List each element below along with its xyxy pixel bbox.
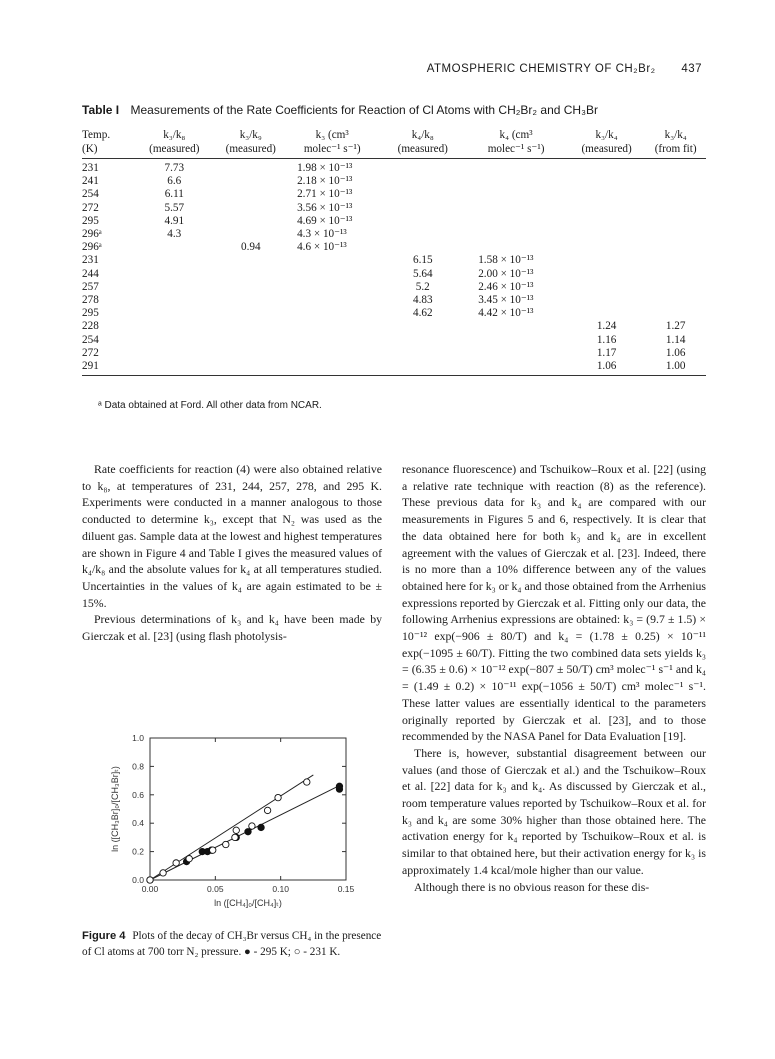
table-cell <box>218 188 283 201</box>
table-cell <box>568 254 645 267</box>
table-cell <box>381 241 464 254</box>
data-point-231k <box>173 860 179 866</box>
table-cell: 1.14 <box>665 333 686 346</box>
table-cell <box>283 268 381 281</box>
table-cell <box>645 294 706 307</box>
header-cell: k₃/k₄ <box>664 129 687 141</box>
table-cell <box>130 320 218 333</box>
table-cell: 0.94 <box>240 241 261 254</box>
data-point-231k <box>210 847 216 853</box>
table-cell: 278 <box>82 294 99 307</box>
table-cell <box>130 334 218 347</box>
table-cell <box>381 202 464 215</box>
figure-caption <box>82 928 382 960</box>
x-tick-label: 0.10 <box>272 884 289 894</box>
table-cell: 4.3 <box>167 228 182 241</box>
table-cell <box>283 334 381 347</box>
table-cell: 254 <box>82 188 99 201</box>
y-tick-label: 0.6 <box>132 789 144 800</box>
figure-4 <box>88 730 378 910</box>
table-cell <box>464 188 568 201</box>
table-caption <box>82 103 598 117</box>
table-cell <box>283 254 381 267</box>
running-title: ATMOSPHERIC CHEMISTRY OF CH₂Br₂ <box>426 63 656 75</box>
table-cell <box>568 281 645 294</box>
table-cell: 2.71 × 10⁻¹³ <box>297 188 353 201</box>
table-cell: 272 <box>82 346 99 359</box>
table-cell: 1.98 × 10⁻¹³ <box>297 162 353 174</box>
table-cell <box>283 307 381 320</box>
header-cell: k₃/k₉ <box>239 129 262 141</box>
table-cell: 254 <box>82 333 99 346</box>
table-cell <box>218 334 283 347</box>
table-cell: 4.42 × 10⁻¹³ <box>478 307 534 320</box>
table-header-row-top <box>82 125 706 142</box>
paragraph: Although there is no obvious reason for these dis- <box>414 879 650 894</box>
table-cell <box>645 188 706 201</box>
header-cell: k₃/k₈ <box>163 129 186 141</box>
table-row <box>82 360 706 376</box>
table-cell: 4.83 <box>412 294 433 307</box>
table-cell: 4.62 <box>412 307 433 320</box>
header-cell: (measured) <box>568 142 645 159</box>
table-cell: 4.69 × 10⁻¹³ <box>297 214 353 227</box>
table-cell <box>130 360 218 376</box>
rate-coefficient-table <box>82 125 706 376</box>
table-cell <box>381 320 464 333</box>
table-cell <box>464 159 568 176</box>
table-cell: 6.15 <box>412 254 433 267</box>
header-cell: (measured) <box>381 142 464 159</box>
table-cell <box>130 347 218 360</box>
table-cell <box>645 215 706 228</box>
left-column <box>82 461 382 645</box>
table-cell: 5.57 <box>164 201 185 214</box>
table-row <box>82 188 706 201</box>
table-cell <box>381 334 464 347</box>
table-cell <box>645 175 706 188</box>
table-cell <box>568 228 645 241</box>
header-cell: (K) <box>82 142 130 159</box>
data-point-231k <box>264 807 270 813</box>
table-row <box>82 228 706 241</box>
table-cell <box>464 228 568 241</box>
table-cell <box>645 159 706 176</box>
table-cell: 2.00 × 10⁻¹³ <box>478 267 534 280</box>
table-cell <box>283 294 381 307</box>
table-cell <box>218 228 283 241</box>
paragraph: Rate coefficients for reaction (4) were also obtained relative to k₈, at temperatures of 231, 244, 257, 278, and 295 K. Experiments were conducted in a manner analogous to those conducted to determine k₃, except that N₂ was used as the diluent gas. Sample data at the lowest and highest temperatures are shown in Figure 4 and Table I gives the measured values of k₄/k₈ and the absolute values for k₄ at all temperatures studied. Uncertainties in the values of k₄ are again estimated to be ± 15%. <box>82 462 382 610</box>
y-tick-label: 0.4 <box>132 818 144 829</box>
table-cell <box>568 268 645 281</box>
table-cell <box>130 307 218 320</box>
table-row <box>82 159 706 176</box>
table-row <box>82 307 706 320</box>
data-point-231k <box>223 841 229 847</box>
table-cell <box>568 159 645 176</box>
table-cell <box>218 268 283 281</box>
table-cell <box>645 281 706 294</box>
table-row <box>82 347 706 360</box>
table-cell <box>283 281 381 294</box>
table-cell: 2.18 × 10⁻¹³ <box>297 175 353 188</box>
table-cell: 295 <box>82 307 99 320</box>
data-point-231k <box>233 827 239 833</box>
table-cell <box>464 215 568 228</box>
table-cell <box>568 294 645 307</box>
table-cell <box>568 202 645 215</box>
table-cell: 4.6 × 10⁻¹³ <box>297 241 347 254</box>
data-point-231k <box>249 823 255 829</box>
header-cell: k₃/k₄ <box>595 129 618 141</box>
table-cell <box>283 360 381 376</box>
table-cell <box>645 202 706 215</box>
table-row <box>82 215 706 228</box>
table-cell <box>381 228 464 241</box>
paragraph: There is, however, substantial disagreement between our values (and those of Gierczak et al.) and the Tschuikow–Roux et al. [22] data for k₃ and k₄. As discussed by Gierczak et al., room temperature values reported by Tschuikow–Roux et al. for k₃ and k₄ are some 30% higher than those obtained here. The activation energy for k₄ reported by Tschuikow–Roux et al. is similar to that obtained here, but their activation energy for k₃ is approximately 1.4 kcal/mole higher than our value. <box>402 745 706 877</box>
data-point-231k <box>275 794 281 800</box>
table-cell <box>283 320 381 333</box>
table-cell: 3.45 × 10⁻¹³ <box>478 294 534 307</box>
table-cell: 3.56 × 10⁻¹³ <box>297 201 353 214</box>
table-row <box>82 175 706 188</box>
header-cell: k₄/k₈ <box>411 129 434 141</box>
table-cell <box>464 175 568 188</box>
table-row <box>82 320 706 333</box>
table-row <box>82 202 706 215</box>
table-cell: 6.11 <box>164 188 184 201</box>
table-cell <box>568 188 645 201</box>
table-header-row-bottom <box>82 142 706 159</box>
table-cell <box>130 281 218 294</box>
table-cell: 1.06 <box>568 360 645 376</box>
table-cell: 241 <box>82 175 99 188</box>
table-cell: 295 <box>82 214 99 227</box>
table-row <box>82 241 706 254</box>
table-cell <box>464 334 568 347</box>
x-axis-label: ln ([CH₄]₀/[CH₄]ₜ) <box>214 898 282 908</box>
table-cell <box>568 215 645 228</box>
table-cell: 5.2 <box>415 280 430 293</box>
x-tick-label: 0.05 <box>207 884 224 894</box>
table-cell <box>568 241 645 254</box>
table-cell <box>464 360 568 376</box>
running-header <box>0 63 702 75</box>
paragraph: resonance fluorescence) and Tschuikow–Roux et al. [22] (using a relative rate technique with reaction (8) as the reference). These previous data for k₃ and k₄ are compared with our measurements in Figures 5 and 6, respectively. It is clear that the data obtained here for both k₃ and k₄ are in excellent agreement with the values of Gierczak et al. [23]. Indeed, there is no more than a 10% difference between any of the values obtained here for k₃ or k₄ and those obtained from the Arrhenius expressions reported by Gierczak et al. Fitting only our data, the following Arrhenius expressions are obtained: k₃ = (9.7 ± 1.5) × 10⁻¹² exp(−906 ± 80/T) and k₄ = (1.78 ± 0.25) × 10⁻¹¹ exp(−1095 ± 60/T). Fitting the two combined data sets yields k₃ = (6.35 ± 0.6) × 10⁻¹² exp(−807 ± 50/T) cm³ molec⁻¹ s⁻¹ and k₄ = (1.49 ± 0.2) × 10⁻¹¹ exp(−1056 ± 50/T) cm³ molec⁻¹ s⁻¹. These latter values are essentially identical to the parameters originally reported by Gierczak et al. [23], and to those recommended by the NASA Panel for Data Evaluation [19]. <box>402 462 706 744</box>
table-cell <box>381 175 464 188</box>
header-cell: Temp. <box>82 129 111 141</box>
table-cell: 291 <box>82 360 130 376</box>
data-point-231k <box>232 834 238 840</box>
table-cell: 1.16 <box>596 333 617 346</box>
table-cell <box>218 175 283 188</box>
table-row <box>82 294 706 307</box>
table-cell: 1.24 <box>596 320 617 333</box>
x-tick-label: 0.00 <box>141 884 159 894</box>
table-cell <box>568 307 645 320</box>
data-point-295k <box>258 824 264 830</box>
table-cell <box>218 307 283 320</box>
table-cell <box>568 175 645 188</box>
data-point-231k <box>147 877 153 883</box>
x-tick-label: 0.15 <box>337 884 355 894</box>
table-caption-text: Measurements of the Rate Coefficients for Reaction of Cl Atoms with CH₂Br₂ and CH₃Br <box>130 103 598 117</box>
header-cell: (measured) <box>218 142 283 159</box>
table-cell <box>381 215 464 228</box>
table-cell <box>283 347 381 360</box>
paragraph: Previous determinations of k₃ and k₄ have been made by Gierczak et al. [23] (using flash photolysis- <box>82 612 382 644</box>
table-cell: 2.46 × 10⁻¹³ <box>478 280 534 293</box>
table-cell <box>645 268 706 281</box>
header-cell: (from fit) <box>645 142 706 159</box>
table-footnote: ᵃ Data obtained at Ford. All other data from NCAR. <box>98 400 322 411</box>
table-cell: 1.27 <box>665 320 686 333</box>
table-cell <box>218 202 283 215</box>
table-cell <box>645 241 706 254</box>
table-cell: 5.64 <box>412 267 433 280</box>
page-number: 437 <box>681 63 702 75</box>
table-body <box>82 159 706 376</box>
figure-caption-text: Plots of the decay of CH₃Br versus CH₄ in the presence of Cl atoms at 700 torr N₂ pressure. ● - 295 K; ○ - 231 K. <box>82 930 382 958</box>
table-row <box>82 281 706 294</box>
table-cell <box>218 320 283 333</box>
table-cell: 231 <box>82 162 99 174</box>
table-cell <box>464 347 568 360</box>
data-point-231k <box>186 856 192 862</box>
table-cell: 296ᵃ <box>82 228 102 241</box>
table-cell <box>130 241 218 254</box>
header-cell: (measured) <box>130 142 218 159</box>
table-cell <box>464 320 568 333</box>
data-point-231k <box>304 779 310 785</box>
table-cell: 296ᵃ <box>82 241 102 254</box>
table-caption-label: Table I <box>82 103 120 117</box>
table-cell: 272 <box>82 201 99 214</box>
table-cell <box>381 360 464 376</box>
header-cell: k₃ (cm³ <box>315 129 349 141</box>
table-cell <box>218 159 283 176</box>
table-cell <box>218 215 283 228</box>
table-cell <box>218 294 283 307</box>
table-cell: 1.06 <box>665 346 686 359</box>
table-cell: 4.3 × 10⁻¹³ <box>297 228 347 241</box>
plot-frame <box>150 738 346 880</box>
table-cell: 4.91 <box>164 214 185 227</box>
data-point-295k <box>245 829 251 835</box>
y-tick-label: 1.0 <box>132 733 144 743</box>
table-cell <box>464 202 568 215</box>
y-tick-label: 0.8 <box>132 761 144 772</box>
table-cell: 1.17 <box>596 346 617 359</box>
decay-plot <box>88 730 378 910</box>
table-cell <box>130 268 218 281</box>
header-cell: molec⁻¹ s⁻¹) <box>283 142 381 159</box>
header-cell: molec⁻¹ s⁻¹) <box>464 142 568 159</box>
table-cell <box>218 281 283 294</box>
header-cell: k₄ (cm³ <box>499 129 533 141</box>
table-cell <box>381 188 464 201</box>
table-cell <box>130 254 218 267</box>
table-cell: 6.6 <box>167 175 182 188</box>
table-cell <box>218 254 283 267</box>
table-row <box>82 334 706 347</box>
table-cell <box>381 347 464 360</box>
figure-caption-label: Figure 4 <box>82 930 126 942</box>
table-cell: 1.00 <box>645 360 706 376</box>
table-cell: 228 <box>82 320 99 333</box>
table-cell <box>645 228 706 241</box>
table-row <box>82 268 706 281</box>
table-cell: 7.73 <box>164 162 185 174</box>
y-tick-label: 0.0 <box>132 875 144 885</box>
table-cell <box>218 347 283 360</box>
table-cell: 244 <box>82 267 99 280</box>
table-cell: 231 <box>82 254 99 267</box>
table-cell <box>218 360 283 376</box>
table-cell <box>645 307 706 320</box>
y-axis-label: ln ([CH₃Br]₀/[CH₃Br]ₜ) <box>110 766 120 852</box>
table-row <box>82 254 706 267</box>
table-cell: 1.58 × 10⁻¹³ <box>478 254 534 267</box>
data-point-295k <box>336 783 342 789</box>
table-cell <box>464 241 568 254</box>
right-column <box>402 461 706 895</box>
table-cell <box>381 159 464 176</box>
table-cell <box>645 254 706 267</box>
table-cell: 257 <box>82 280 99 293</box>
y-tick-label: 0.2 <box>132 846 144 857</box>
data-point-231k <box>160 870 166 876</box>
table-cell <box>130 294 218 307</box>
